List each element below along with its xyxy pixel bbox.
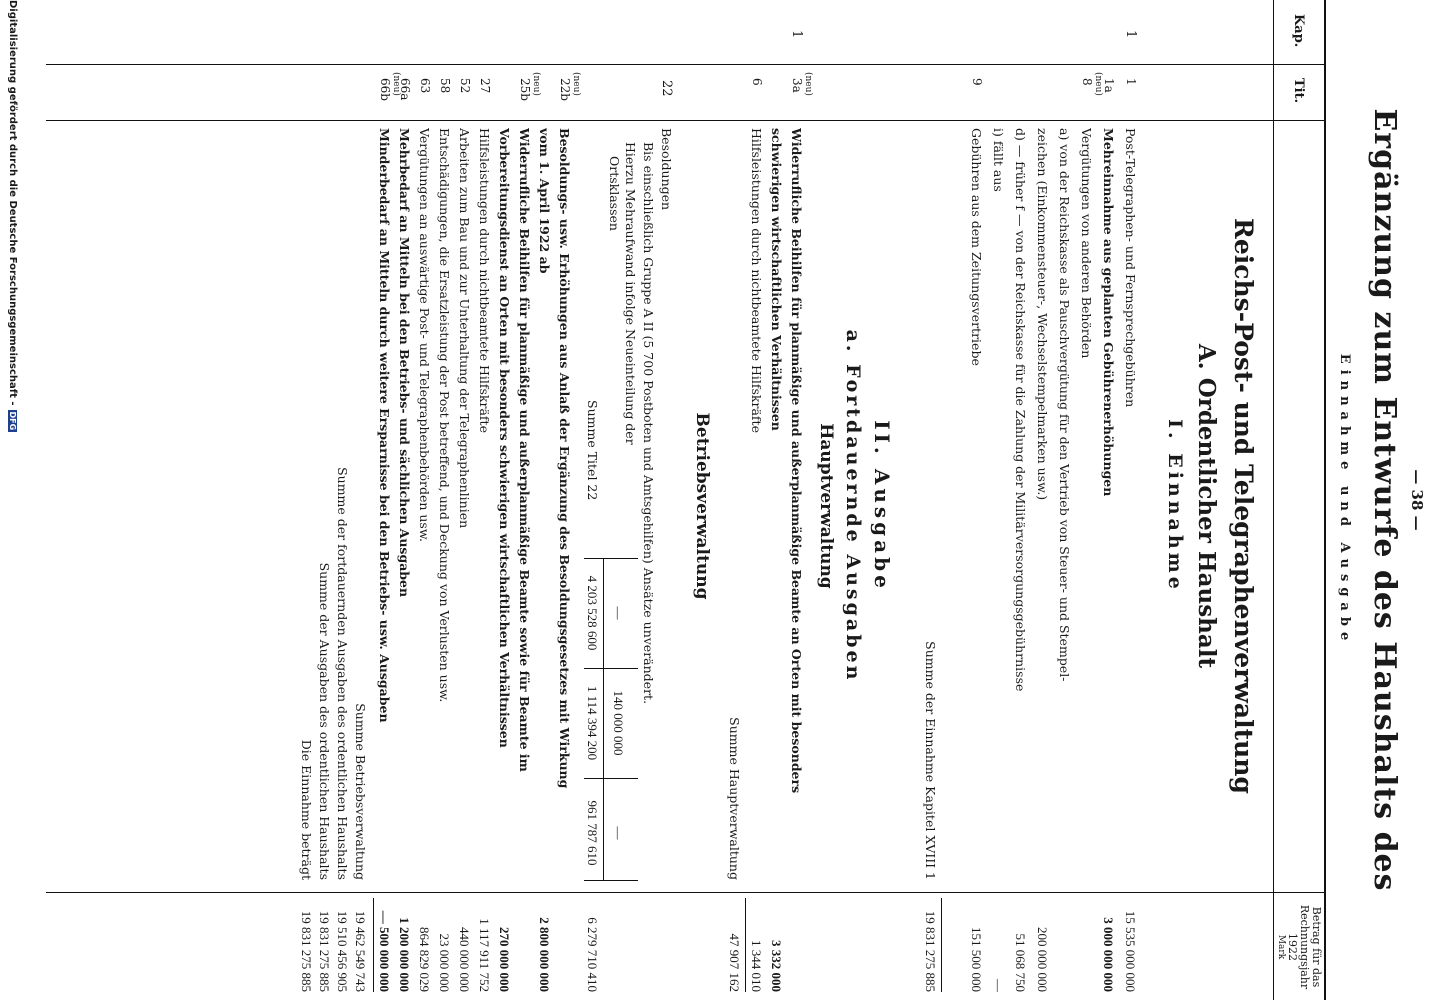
split-bottom-value: 1 114 394 200	[585, 685, 600, 761]
section-ausgabe-title: II. Ausgabe	[870, 420, 894, 592]
row-tit: 6	[750, 78, 764, 86]
footer-credit	[7, 0, 18, 432]
split-top-value: —	[611, 826, 626, 840]
hauptverwaltung-sum-amount: 47 907 162	[727, 933, 742, 992]
total-amount: 19 831 275 885	[317, 910, 332, 992]
row-text: a) von der Reichskasse als Pauschvergütung für den Vertrieb von Steuer- und Stempel-	[1057, 128, 1072, 682]
einnahme-sum-label: Summe der Einnahme Kapitel XVIII 1	[923, 641, 938, 880]
hauptverwaltung-sum-rule	[745, 898, 746, 992]
split-line-1	[584, 558, 638, 559]
row-text: Widerrufliche Beihilfen für planmäßige und außerplanmäßige Beamte sowie für Beamte im	[517, 128, 532, 772]
row-tit: 58	[438, 78, 452, 94]
row-amount: 23 000 000	[437, 933, 452, 992]
hauptverwaltung-kap: 1	[789, 30, 804, 39]
row-text: Hilfsleistungen durch nichtbeamtete Hilfskräfte	[749, 128, 764, 433]
row-text: Vergütungen an auswärtige Post- und Telegraphenbehörden usw.	[417, 128, 432, 543]
total-label: Summe der Ausgaben des ordentlichen Haushalts	[317, 562, 332, 880]
row-amount: 200 000 000	[1035, 927, 1050, 992]
row-amount: 1 344 010	[749, 940, 764, 992]
page-subtitle: Einnahme und Ausgabe	[1337, 353, 1352, 647]
row-text: Mehrbedarf an Mitteln bei den Betriebs- und sächlichen Ausgaben	[397, 128, 412, 598]
row-amount: 2 800 000 000	[537, 917, 552, 992]
page-title: Ergänzung zum Entwurfe des Haushalts des	[1367, 108, 1402, 892]
row-text: i) fällt aus	[991, 128, 1006, 192]
bis-text: Bis einschließlich Gruppe A II (5 700 Postboten und Amtsgehilfen) Ansätze unverändert.	[641, 142, 656, 705]
col-header-amount: Betrag für das Rechnungsjahr 1922	[1286, 904, 1323, 990]
sum-titel-22-label: Summe Titel 22	[585, 400, 600, 501]
row-text: Arbeiten zum Bau und zur Unterhaltung der Telegraphenlinien	[457, 128, 472, 529]
row-text: Mehreinnahme aus geplanten Gebührenerhöhungen	[1101, 128, 1116, 497]
row-amount: 440 000 000	[457, 927, 472, 992]
col-header-tit: Tit.	[1291, 78, 1306, 104]
amount-col-line	[46, 892, 1326, 893]
row-amount: 864 829 029	[417, 927, 432, 992]
total-amount: 19 831 275 885	[299, 910, 314, 992]
row-amount: 270 000 000	[497, 927, 512, 992]
row-text: d) — früher f — von der Reichskasse für die Zahlung der Militärversorgungsgebührnisse	[1013, 128, 1028, 692]
section-ordentlich-title: A. Ordentlicher Haushalt	[1193, 343, 1220, 669]
row-tit: 3a	[790, 78, 804, 93]
einnahme-sum-rule	[941, 898, 942, 992]
tit-col-line	[46, 120, 1326, 121]
section-fortdauernd-title: a. Fortdauernde Ausgaben	[842, 329, 864, 683]
split-top-value: 140 000 000	[611, 690, 626, 756]
total-amount: 19 462 549 743	[353, 910, 368, 992]
row-neu-note: (neu)	[531, 72, 541, 96]
row-neu-note: (neu)	[803, 72, 813, 96]
page-number: — 38 —	[1408, 469, 1426, 531]
row-text: Minderbedarf an Mitteln durch weitere Ersparnisse bei den Betriebs- usw. Ausgaben	[377, 128, 392, 723]
row-text: Besoldungs- usw. Erhöhungen aus Anlaß der Ergänzung des Besoldungsgesetzes mit Wirkung	[557, 128, 572, 789]
row-neu-note: (neu)	[391, 72, 401, 96]
besoldungen-label: Besoldungen	[659, 128, 674, 211]
split-line-3	[584, 778, 638, 779]
header-rule-bottom	[1273, 0, 1274, 1000]
row-amount: 151 500 000	[969, 927, 984, 992]
row-tit: 63	[418, 78, 432, 94]
header-rule-top	[1324, 0, 1326, 1000]
row-text: Vergütungen von anderen Behörden	[1079, 128, 1094, 359]
col-header-unit: Mark	[1276, 934, 1286, 960]
row-text: Vorbereitungsdienst an Orten mit besonders schwierigen wirtschaftlichen Verhältnissen	[497, 128, 512, 748]
row-tit: 1	[1124, 78, 1138, 86]
row-text: Gebühren aus dem Zeitungsvertriebe	[969, 128, 984, 366]
row-neu-note: (neu)	[571, 72, 581, 96]
row-tit: 1a	[1102, 78, 1116, 93]
col-header-kap: Kap.	[1291, 14, 1306, 48]
einnahme-kap: 1	[1123, 30, 1138, 39]
row-tit: 66b	[378, 78, 392, 101]
section-einnahme-title: I. Einnahme	[1164, 419, 1186, 593]
betrieb-tit22-number: 22	[659, 80, 674, 97]
split-rule	[603, 558, 604, 880]
row-neu-note: (neu)	[1093, 72, 1103, 96]
hierzu-text: Hierzu Mehraufwand infolge Neueinteilung der	[623, 142, 638, 445]
split-top-value: —	[611, 606, 626, 620]
split-line-2	[584, 668, 638, 669]
row-tit: 27	[478, 78, 492, 94]
row-text: Entschädigungen, die Ersatzleistung der Post betreffend, und Deckung von Verlusten usw.	[437, 128, 452, 703]
row-tit: 52	[458, 78, 472, 94]
section-main-title: Reichs-Post- und Telegraphenverwaltung	[1229, 218, 1258, 794]
split-bottom-value: 961 787 610	[585, 800, 600, 866]
row-text: Post-Telegraphen- und Fernsprechgebühren	[1123, 128, 1138, 408]
row-text: schwierigen wirtschaftlichen Verhältnissen	[769, 128, 784, 431]
footer-text: Digitalisierung gefördert durch die Deutsche Forschungsgemeinschaft -	[7, 0, 18, 406]
row-tit: 66a	[398, 78, 412, 101]
section-hauptverwaltung-title: Hauptverwaltung	[816, 423, 836, 589]
row-text: Widerrufliche Beihilfen für planmäßige und außerplanmäßige Beamte an Orten mit besonders	[789, 128, 804, 794]
section-betriebsverwaltung-title: Betriebsverwaltung	[692, 412, 712, 600]
row-amount: 1 200 000 000	[397, 917, 412, 992]
row-amount: 15 535 000 000	[1123, 910, 1138, 992]
row-text: vom 1. April 1922 ab	[537, 128, 552, 274]
kap-col-line	[46, 64, 1326, 65]
row-amount: 3 332 000	[769, 940, 784, 992]
row-text: Hilfsleistungen durch nichtbeamtete Hilfskräfte	[477, 128, 492, 433]
split-bottom-value: 4 203 528 600	[585, 575, 600, 651]
total-amount: 19 510 456 905	[335, 910, 350, 992]
hauptverwaltung-sum-label: Summe Hauptverwaltung	[727, 717, 742, 880]
row-tit: 8	[1080, 78, 1094, 86]
row-tit: 22b	[558, 78, 572, 101]
total-label: Summe Betriebsverwaltung	[353, 703, 368, 880]
total-label: Die Einnahme beträgt	[299, 739, 314, 880]
row-tit: 25b	[518, 78, 532, 101]
row-amount: 1 117 911 752	[477, 918, 492, 992]
total-label: Summe der fortdauernden Ausgaben des ordentlichen Haushalts	[335, 467, 350, 880]
ortsklassen-text: Ortsklassen	[607, 156, 622, 231]
row-amount: — 500 000 000	[377, 910, 392, 992]
row-tit: 9	[970, 78, 984, 86]
row-text: zeichen (Einkommensteuer-, Wechselstempelmarken usw.)	[1035, 128, 1050, 501]
dfg-logo: DFG	[8, 411, 17, 431]
row-amount: 51 068 750	[1013, 933, 1028, 992]
row-amount: —	[991, 979, 1006, 992]
totals-rule	[373, 898, 374, 992]
row-amount: 3 000 000 000	[1101, 917, 1116, 992]
einnahme-sum-amount: 19 831 275 885	[923, 910, 938, 992]
tit22-amount: 6 279 710 410	[585, 917, 600, 992]
